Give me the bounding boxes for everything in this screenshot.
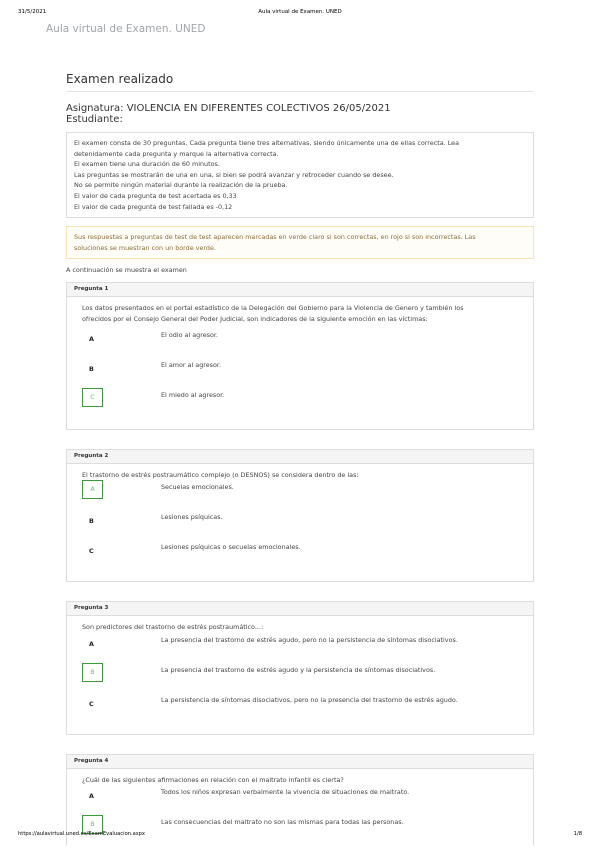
correct-answer-marker: B	[82, 663, 103, 682]
option-letter: C	[89, 547, 94, 556]
answer-option[interactable]	[73, 540, 527, 570]
option-letter: C	[89, 699, 94, 708]
legend-line: soluciones se muestran con un borde verde.	[74, 243, 216, 252]
answer-option[interactable]	[73, 358, 527, 388]
option-letter: B	[89, 517, 94, 526]
option-text: El amor al agresor.	[161, 360, 221, 369]
correct-answer-marker: A	[82, 480, 103, 499]
question-card	[66, 601, 534, 735]
answer-option[interactable]	[73, 510, 527, 540]
legend-line: Sus respuestas a preguntas de test de test aparecen marcadas en verde claro si son correctas, en rojo si son incorrectas. Las	[74, 233, 476, 242]
option-text: Lesiones psíquicas.	[161, 513, 223, 522]
instruction-line: El examen consta de 30 preguntas. Cada pregunta tiene tres alternativas, siendo únicamente una de ellas correcta. Lea	[74, 139, 459, 147]
student-label: Estudiante:	[66, 114, 123, 125]
instruction-line: El examen tiene una duración de 60 minutos.	[74, 160, 220, 169]
option-text: Lesiones psíquicas o secuelas emocionales.	[161, 543, 301, 552]
answer-option-correct[interactable]	[73, 663, 527, 693]
question-text	[82, 303, 527, 324]
answer-option-correct[interactable]	[73, 480, 527, 510]
answer-option[interactable]	[73, 633, 527, 663]
exam-instructions	[66, 132, 534, 218]
question-text	[82, 775, 527, 786]
question-text	[82, 622, 527, 633]
option-text: La presencia del trastorno de estrés agudo, pero no la persistencia de síntomas disociativos.	[161, 635, 458, 644]
question-text-line: ¿Cuál de las siguientes afirmaciones en relación con el maltrato infantil es cierta?	[82, 775, 344, 784]
site-title: Aula virtual de Examen. UNED	[46, 23, 206, 35]
question-label: Pregunta 3	[67, 602, 533, 616]
print-footer	[18, 831, 582, 837]
instruction-line: detenidamente cada pregunta y marque la alternativa correcta.	[74, 149, 279, 158]
option-text: La persistencia de síntomas disociativos, pero no la presencia del trastorno de estrés agudo.	[161, 695, 458, 704]
subject-name: Asignatura: VIOLENCIA EN DIFERENTES COLECTIVOS 26/05/2021	[66, 103, 391, 114]
question-label: Pregunta 1	[67, 283, 533, 297]
option-text: Todos los niños expresan verbalmente la vivencia de situaciones de maltrato.	[161, 788, 410, 797]
instruction-line: No se permite ningún material durante la realización de la prueba.	[74, 181, 288, 190]
question-text-line: Los datos presentados en el portal estadístico de la Delegación del Gobierno para la Violencia de Genero y también los	[82, 304, 464, 313]
print-date: 31/5/2021	[18, 9, 47, 15]
option-text: Las consecuencias del maltrato no son las mismas para todas las personas.	[161, 818, 404, 827]
answer-option[interactable]	[73, 785, 527, 815]
intro-text: A continuación se muestra el examen	[66, 266, 187, 275]
question-card	[66, 282, 534, 429]
question-card	[66, 449, 534, 583]
page-title: Examen realizado	[66, 72, 534, 92]
option-text: El miedo al agresor.	[161, 390, 225, 399]
main-content	[66, 72, 534, 845]
question-text-line: Son predictores del trastorno de estrés postraumático...:	[82, 623, 264, 632]
question-text-line: ofrecidos por el Consejo General del Poder Judicial, son indicadores de la siguiente emoción en las víctimas:	[82, 314, 428, 323]
answer-option[interactable]	[73, 328, 527, 358]
instruction-line: Las preguntas se mostrarán de una en una, si bien se podrá avanzar y retroceder cuando se desee.	[74, 170, 394, 179]
print-header	[18, 9, 582, 19]
option-text: Secuelas emocionales.	[161, 483, 234, 492]
legend-notice	[66, 226, 534, 259]
option-letter: B	[89, 364, 94, 373]
correct-answer-marker: C	[82, 388, 103, 407]
correct-answer-marker: B	[82, 815, 103, 834]
question-text-line: El trastorno de estrés postraumático complejo (o DESNOS) se considera dentro de las:	[82, 470, 359, 479]
page-number: 1/8	[573, 831, 582, 837]
option-letter: A	[89, 334, 94, 343]
option-text: La presencia del trastorno de estrés agudo y la persistencia de síntomas disociativos.	[161, 665, 436, 674]
answer-option[interactable]	[73, 693, 527, 723]
option-letter: A	[89, 639, 94, 648]
subject-heading	[66, 103, 534, 125]
answer-option-correct[interactable]	[73, 388, 527, 418]
instruction-line: El valor de cada pregunta de test fallada es -0,12	[74, 202, 233, 211]
print-url: https://aulavirtual.uned.es/ExamEvaluacion.aspx	[18, 831, 145, 837]
instruction-line: El valor de cada pregunta de test acertada es 0,33	[74, 191, 237, 200]
option-text: El odio al agresor.	[161, 330, 218, 339]
question-label: Pregunta 2	[67, 450, 533, 464]
question-label: Pregunta 4	[67, 755, 533, 769]
option-letter: A	[89, 792, 94, 801]
print-title: Aula virtual de Examen. UNED	[258, 9, 342, 15]
question-text	[82, 470, 527, 481]
